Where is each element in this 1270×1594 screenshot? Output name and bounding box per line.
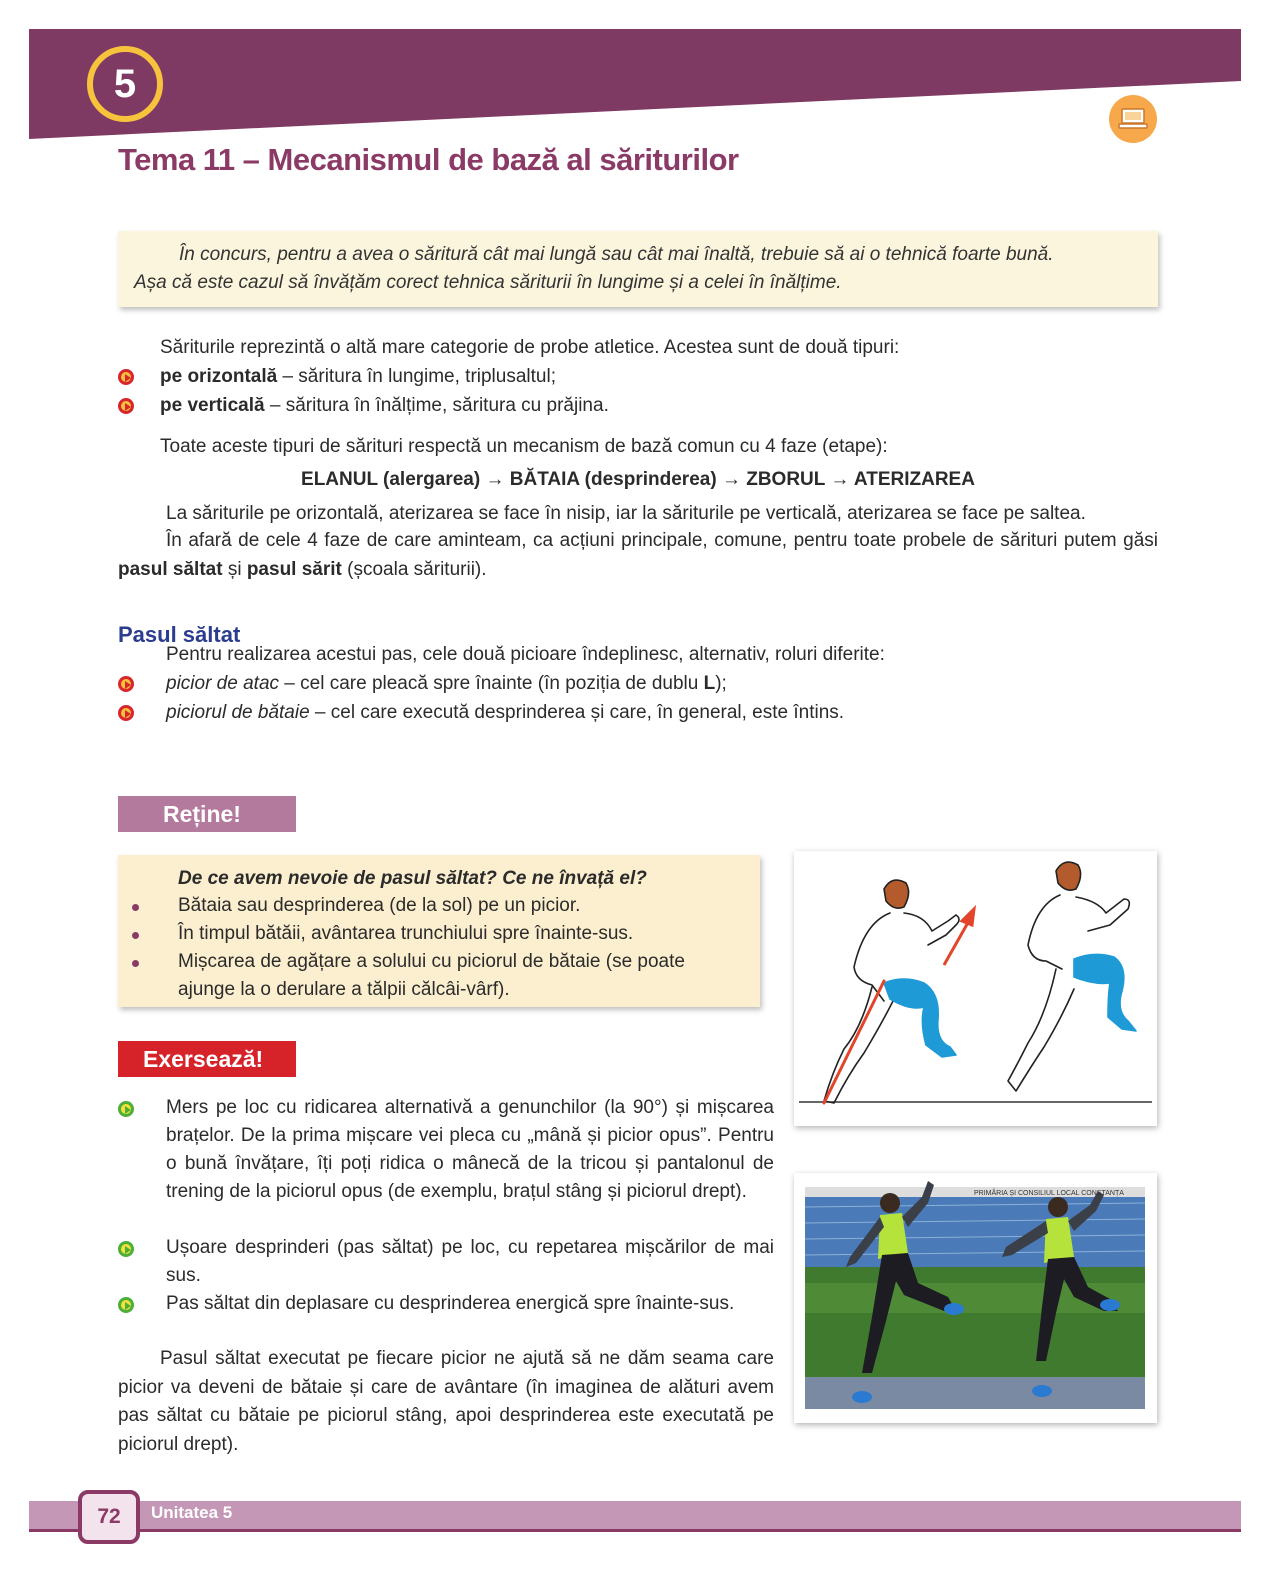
intro-line-1: În concurs, pentru a avea o săritură cât mai lungă sau cât mai înaltă, trebuie să ai o tehnică foarte bună. — [179, 244, 1054, 265]
figure-skip-step-drawing — [794, 851, 1157, 1126]
retine-item: Bătaia sau desprinderea (de la sol) pe un picior. — [178, 895, 581, 916]
closing-paragraph: Pasul săltat executat pe fiecare picior ne ajută să ne dăm seama care picior va deveni de bătaie și care de avântare (în imaginea de alături avem pas săltat cu bătaie pe piciorul stâng, apoi desprinderea este executată pe piciorul drept). — [118, 1348, 774, 1455]
pasul-saltat-intro: Pentru realizarea acestui pas, cele două picioare îndeplinesc, alternativ, roluri diferite: — [166, 644, 885, 665]
leg-attack-item: picior de atac – cel care pleacă spre înainte (în poziția de dublu L); — [166, 673, 727, 694]
exercise-item: Ușoare desprinderi (pas săltat) pe loc, cu repetarea mișcărilor de mai sus. — [166, 1237, 774, 1286]
arrow-icon: → — [485, 469, 505, 490]
retine-question: De ce avem nevoie de pasul săltat? Ce ne învață el? — [178, 868, 647, 889]
page-number: 72 — [78, 1490, 140, 1544]
retine-item: Mișcarea de agățare a solului cu piciorul de bătaie (se poate — [178, 951, 685, 972]
bullet-arrow-icon — [118, 676, 134, 692]
figure-photo — [794, 1173, 1157, 1423]
bullet-dot — [132, 904, 139, 911]
bullet-arrow-icon — [118, 369, 134, 385]
type-item-horizontal: pe orizontală – săritura în lungime, triplusaltul; — [160, 366, 556, 387]
header-band — [29, 29, 1241, 139]
type-item-vertical: pe verticală – săritura în înălțime, săritura cu prăjina. — [160, 395, 609, 416]
exercise-item: Mers pe loc cu ridicarea alternativă a genunchilor (la 90°) și mișcarea brațelor. De la prima mișcare vei pleca cu „mână și picior opus”. Pentru o bună învățare, îți poți ridica o mânecă de la tricou și pantalonul de trening de la piciorul opus (de exemplu, brațul stâng și piciorul drept). — [166, 1097, 774, 1202]
extra-paragraph: În afară de cele 4 faze de care aminteam, ca acțiuni principale, comune, pentru toate probele de sărituri putem găsi pasul săltat și pasul sărit (școala săriturii). — [118, 530, 1158, 580]
bullet-arrow-icon — [118, 1297, 134, 1313]
bullet-arrow-icon — [118, 705, 134, 721]
athletes-photo — [794, 1173, 1157, 1423]
bullet-dot — [132, 960, 139, 967]
intro-box — [118, 231, 1158, 307]
phase-bataie: BĂTAIA (desprinderea) — [509, 469, 717, 490]
unit-number-badge: 5 — [87, 46, 163, 122]
types-intro: Săriturile reprezintă o altă mare categorie de probe atletice. Acestea sunt de două tipuri: — [160, 337, 900, 358]
retine-item: În timpul bătăii, avântarea trunchiului spre înainte-sus. — [178, 923, 634, 944]
phase-elan: ELANUL (alergarea) — [301, 469, 481, 490]
phase-aterizare: ATERIZAREA — [853, 469, 975, 490]
phases-sequence — [118, 465, 1158, 494]
leg-takeoff-item: piciorul de bătaie – cel care execută desprinderea și care, în general, este întins. — [166, 702, 845, 723]
exerseaza-label: Exersează! — [118, 1041, 296, 1077]
exercise-item: Pas săltat din deplasare cu desprinderea energică spre înainte-sus. — [166, 1293, 735, 1314]
computer-icon[interactable] — [1109, 95, 1157, 143]
intro-line-2: Așa că este cazul să învățăm corect tehnica săriturii în lungime și a celei în înălțime. — [134, 272, 842, 293]
section-title-pasul-saltat: Pasul săltat — [118, 622, 241, 647]
landing-text: La săriturile pe orizontală, aterizarea se face în nisip, iar la săriturile pe verticală, aterizarea se face pe saltea. — [166, 503, 1086, 524]
footer-line — [29, 1529, 1241, 1532]
arrow-icon: → — [721, 469, 741, 490]
bullet-arrow-icon — [118, 1101, 134, 1117]
bullet-arrow-icon — [118, 398, 134, 414]
skip-step-illustration — [794, 851, 1157, 1126]
footer-unit-label: Unitatea 5 — [151, 1503, 233, 1522]
stadium-sign: PRIMĂRIA ȘI CONSILIUL LOCAL CONSTANȚA — [974, 1190, 1124, 1197]
arrow-icon: → — [830, 469, 850, 490]
page-title: Tema 11 – Mecanismul de bază al săriturilor — [118, 142, 739, 177]
phase-zbor: ZBORUL — [746, 469, 826, 490]
phases-intro: Toate aceste tipuri de sărituri respectă un mecanism de bază comun cu 4 faze (etape): — [160, 436, 888, 457]
bullet-dot — [132, 932, 139, 939]
retine-item-continued: ajunge la o derulare a tălpii călcâi-vârf). — [178, 979, 510, 1000]
retine-label: Reține! — [118, 796, 296, 832]
bullet-arrow-icon — [118, 1241, 134, 1257]
